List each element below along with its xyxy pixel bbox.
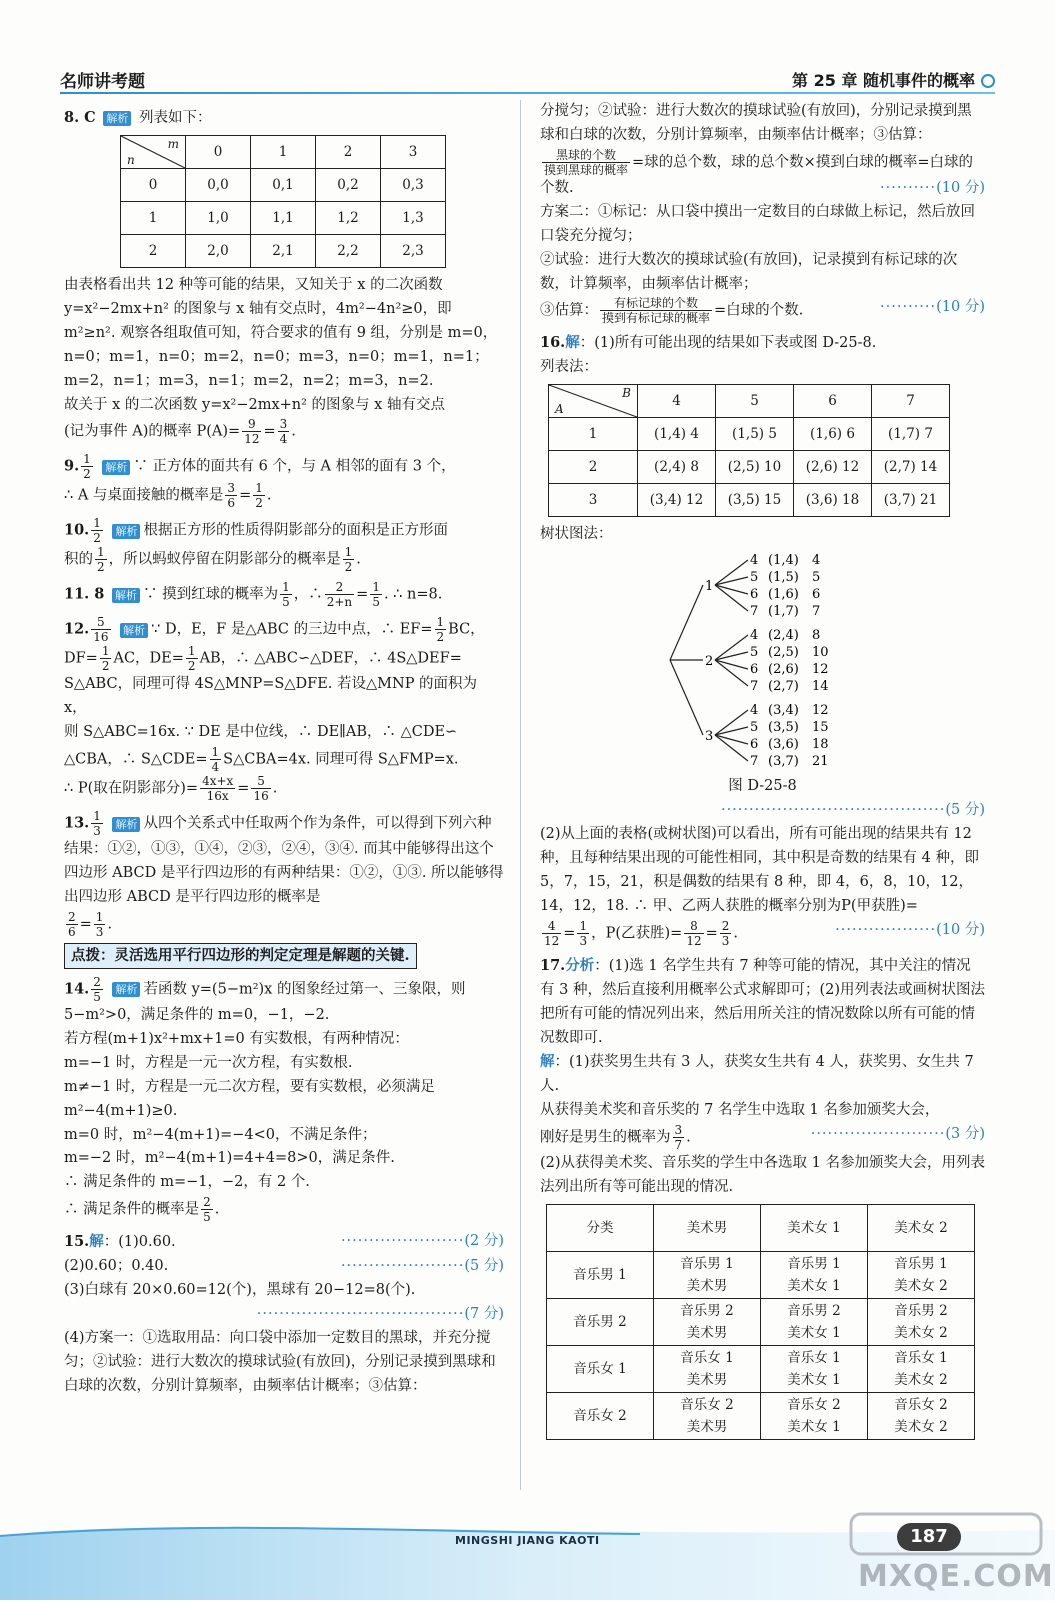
tree-product-label: 15 bbox=[812, 720, 829, 736]
q13-result: $\frac{2}{6}$ = $\frac{1}{3}$ . bbox=[68, 909, 113, 939]
question-15-continued bbox=[540, 100, 985, 325]
q17-row-header: 音乐女 2 bbox=[547, 1393, 654, 1440]
q17-number: 17. bbox=[540, 956, 566, 974]
q16-line-4: (2)从上面的表格(或树状图)可以看出，所有可能出现的结果共有 12 种，且每种结果出现的可能性相同，其中积是奇数的结果有 4 种，即 5，7，15，21，积是偶数的结果有 8 种，即 4，6，8，10，12，14，12，18. ∴ 甲、乙两人获胜的概率分别为P(甲获胜)= bbox=[540, 826, 979, 914]
fraction: $\frac{2}{6}$ bbox=[68, 909, 76, 939]
q17-line-b3: 刚好是男生的概率为 $\frac{3}{7}$ . ························(3 分) bbox=[540, 1123, 985, 1153]
q17-cell: 音乐女 2 美术女 2 bbox=[868, 1393, 975, 1440]
page-number: 187 bbox=[897, 1523, 961, 1551]
fraction: $\frac{2}{2+n}$ bbox=[326, 580, 353, 610]
tree-pair-label: (3,4) bbox=[768, 703, 799, 719]
q17-table bbox=[546, 1204, 975, 1440]
q15-estimate-2: ③估算： $\frac{\text{有标记球的个数}}{\text{摸到有标记球的概率}}$ =白球的个数. ··········(10 分) bbox=[540, 296, 985, 326]
question-9 bbox=[64, 452, 504, 510]
q15-line-2: (2)0.60；0.40. ······················(5 分) bbox=[64, 1255, 504, 1279]
q16-b-label: B bbox=[622, 386, 631, 401]
table-row bbox=[121, 234, 446, 267]
q8-cell: 2,0 bbox=[186, 234, 251, 267]
fraction: $\frac{1}{5}$ bbox=[372, 580, 380, 610]
q9-text-1: ∵ 正方体的面共有 6 个，与 A 相邻的面有 3 个， bbox=[133, 458, 456, 475]
fraction: $\frac{1}{2}$ bbox=[97, 545, 105, 575]
tree-leaf-label: 5 bbox=[750, 720, 759, 736]
tree-product-label: 18 bbox=[812, 737, 829, 753]
q8-cell: 1,2 bbox=[316, 201, 381, 234]
q16-solution-tag: 解 bbox=[565, 334, 580, 352]
q16-col-header: 4 bbox=[638, 385, 716, 418]
q17-cell: 音乐男 1 美术女 2 bbox=[868, 1252, 975, 1299]
fraction: $\frac{9}{12}$ bbox=[244, 417, 260, 447]
q13-answer: $\frac{1}{3}$ bbox=[93, 809, 101, 839]
tree-pair-label: (2,5) bbox=[768, 645, 799, 661]
q17-cell: 音乐女 1 美术女 1 bbox=[761, 1346, 868, 1393]
tree-branch bbox=[670, 660, 703, 735]
chapter-dot-icon bbox=[981, 74, 995, 88]
q8-cell: 0,1 bbox=[251, 168, 316, 201]
score: ··················(10 分) bbox=[835, 921, 985, 938]
q17-line-b2: 从获得美术奖和音乐奖的 7 名学生中选取 1 名参加颁奖大会， bbox=[540, 1102, 940, 1119]
fraction: $\frac{1}{2}$ bbox=[344, 545, 353, 575]
q16-table bbox=[548, 384, 950, 517]
q17-head: 美术女 2 bbox=[868, 1205, 975, 1252]
question-14: 14. $\frac{2}{5}$ 解析 若函数 y=(5−m²)x 的图象经过第一、三象限，则 5−m²>0，满足条件的 m=0，−1，−2. 若方程(m+1)x²+mx+1=0 有实数根，有两种情况： m=−1 时，方程是一元一次方程，有实数根. m≠−1 时，方程是一元二次方程，要有实数根，必须满足m²−4(m+1)≥0. m=0 时，m²−4(m+1)=−4<0，不满足条件； m=−2 时，m²−4(m+1)=4+4=8>0，满足条件. ∴ 满足条件的 m=−1，−2，有 2 个. ∴ 满足条件的概率是 $\frac{2}{5}$ . bbox=[64, 975, 504, 1224]
fraction: $\frac{1}{2}$ bbox=[101, 644, 110, 674]
right-column bbox=[540, 100, 985, 1446]
fraction: $\frac{1}{2}$ bbox=[255, 481, 263, 511]
q17-cell: 音乐男 1 美术女 1 bbox=[761, 1252, 868, 1299]
table-row bbox=[121, 201, 446, 234]
q17-solution-tag: 解 bbox=[540, 1053, 555, 1071]
score: ······················(2 分) bbox=[340, 1233, 504, 1250]
q14-number: 14. bbox=[64, 980, 90, 998]
q17-row-header: 音乐男 1 bbox=[547, 1252, 654, 1299]
question-17: 17.分析：(1)选 1 名学生共有 7 种等可能的情况，其中关注的情况有 3 种，然后直接利用概率公式求解即可；(2)用列表法或画树状图法把所有可能的情况列出来，然后用所关注的情况数除以所有可能的情况数即可. 解：(1)获奖男生共有 3 人，获奖女生共有 4 人，获奖男、女生共 7 人. 从获得美术奖和音乐奖的 7 名学生中选取 1 名参加颁奖大会， 刚好是男生的概率为 $\frac{3}{7}$ . ························(3 分) (2)从获得美术奖、音乐奖的学生中各选取 1 名参加颁奖大会，用列表法列出所有等可能出现的情况. 分类 美术男 美术女 1 美术女 2 音乐男 1 音乐男 1 美术男 音乐男 1 美术女 1 音乐男 1 美术女 2 音乐男 2 音乐男 2 美术男 音乐男 2 美术女 1 音乐男 2 美术女 2 音乐女 1 音乐女 1 美术男 音乐女 1 美术女 1 音乐女 1 美术女 2 音乐女 2 音乐女 2 美术男 音乐女 2 美术女 1 音乐女 2 美术女 2 bbox=[540, 954, 985, 1440]
q16-score-1 bbox=[540, 799, 985, 823]
tree-product-label: 21 bbox=[812, 754, 829, 770]
q16-cell: (3,4) 12 bbox=[638, 484, 716, 517]
q9-analysis-tag: 解析 bbox=[102, 460, 130, 475]
fraction: $\frac{1}{3}$ bbox=[95, 909, 104, 939]
tree-product-label: 5 bbox=[812, 570, 821, 586]
score: ······················(5 分) bbox=[340, 1258, 504, 1275]
q17-head: 美术男 bbox=[654, 1205, 761, 1252]
q8-number: 8. C bbox=[64, 109, 96, 126]
q14-answer: $\frac{2}{5}$ bbox=[93, 974, 101, 1004]
q16-cell: (1,5) 5 bbox=[716, 418, 794, 451]
q12-line-4: 则 S△ABC=16x. ∵ DE 是中位线，∴ DE∥AB，∴ △CDE∽ bbox=[64, 724, 458, 741]
q8-col-header: 3 bbox=[381, 135, 446, 168]
q16-cell: (3,7) 21 bbox=[872, 484, 950, 517]
table-row bbox=[547, 1346, 975, 1393]
q14-line-7: m=−2 时，m²−4(m+1)=4+4=8>0，满足条件. bbox=[64, 1150, 395, 1167]
q17-row-header: 音乐女 1 bbox=[547, 1346, 654, 1393]
fraction: $\frac{3}{6}$ bbox=[227, 481, 236, 511]
q14-line-4: m=−1 时，方程是一元一次方程，有实数根. bbox=[64, 1054, 353, 1071]
q12-line-3: S△ABC，同理可得 4S△MNP=S△DFE. 若设△MNP 的面积为 x， bbox=[64, 676, 478, 717]
fraction: $\frac{1}{2}$ bbox=[187, 644, 196, 674]
score: ·····································(7 分) bbox=[256, 1306, 504, 1323]
left-column bbox=[64, 100, 504, 1394]
q8-col-header: 0 bbox=[186, 135, 251, 168]
tree-leaf-label: 6 bbox=[750, 587, 759, 603]
score: ········································(5 分) bbox=[720, 802, 985, 819]
fraction: $\frac{3}{4}$ bbox=[279, 417, 288, 447]
q16-cell: (3,5) 15 bbox=[716, 484, 794, 517]
tree-leaf-label: 5 bbox=[750, 645, 759, 661]
tree-leaf-label: 4 bbox=[750, 628, 759, 644]
question-16: 16.解：(1)所有可能出现的结果如下表或图 D-25-8. 列表法： B A 4 5 6 7 1 (1,4) 4 (1,5) 5 (1,6) 6 (1,7) 7 2 (2,4) 8 (2,5) 10 (2,6) 12 (2,7) 14 3 (3,4) 12 (3,5) 15 (3,6) 18 (3,7) 21 树状图法： 1 4 (1,4) 4 5 (1,5) 5 6 (1,6) 6 7 (1,7) 7 2 4 (2,4) 8 5 (2,5) 10 6 (2,6) 12 7 (2,7) 14 3 4 (3,4) 12 5 (3,5) 15 6 (3,6) 18 7 (3,7) 21 图 D-25-8 ········································(5 分) (2)从上面的表格(或树状图)可以看出，所有可能出现的结果共有 12 种，且每种结果出现的可能性相同，其中积是奇数的结果有 4 种，即 5，7，15，21，积是偶数的结果有 8 种，即 4，6，8，10，12，14，12，18. ∴ 甲、乙两人获胜的概率分别为P(甲获胜)= $\frac{4}{12}$ = $\frac{1}{3}$ ，P(乙获胜)= $\frac{8}{12}$ = $\frac{2}{3}$ . ··················(10 分) bbox=[540, 334, 985, 948]
tree-branch bbox=[670, 585, 703, 660]
fraction: $\frac{2}{5}$ bbox=[203, 1195, 211, 1225]
q12-answer: $\frac{5}{16}$ bbox=[93, 615, 109, 645]
question-8 bbox=[64, 106, 504, 446]
q8-analysis-tag: 解析 bbox=[103, 111, 131, 126]
q16-number: 16. bbox=[540, 334, 566, 352]
q14-line-9: ∴ 满足条件的概率是 $\frac{2}{5}$ . bbox=[64, 1195, 220, 1225]
q17-head: 分类 bbox=[547, 1205, 654, 1252]
q17-analysis-label: 分析 bbox=[565, 956, 595, 974]
fraction: $\frac{3}{7}$ bbox=[674, 1123, 683, 1153]
q16-cell: (1,7) 7 bbox=[872, 418, 950, 451]
tree-root-label: 1 bbox=[705, 579, 714, 595]
q17-cell: 音乐女 2 美术男 bbox=[654, 1393, 761, 1440]
table-row bbox=[547, 1299, 975, 1346]
fraction: $\frac{8}{12}$ bbox=[686, 918, 702, 948]
q9-line-2: ∴ A 与桌面接触的概率是 $\frac{3}{6}$ = $\frac{1}{2}$ . bbox=[64, 481, 272, 511]
q11-number: 11. 8 bbox=[64, 585, 105, 603]
q10-text-1: 根据正方形的性质得阴影部分的面积是正方形面 bbox=[143, 522, 448, 539]
tree-pair-label: (3,7) bbox=[768, 754, 799, 770]
q8-n-label: n bbox=[127, 152, 135, 167]
table-row bbox=[549, 451, 950, 484]
watermark-text: MXQE.COM bbox=[858, 1559, 1054, 1594]
tree-product-label: 12 bbox=[812, 662, 829, 678]
chapter-title: 第 25 章 随机事件的概率 bbox=[792, 71, 975, 90]
fraction: $\frac{1}{2}$ bbox=[436, 615, 445, 645]
q8-paragraph-2: 故关于 x 的二次函数 y=x²−2mx+n² 的图象与 x 轴有交点 bbox=[64, 396, 445, 413]
q10-answer: $\frac{1}{2}$ bbox=[93, 516, 101, 546]
q13-tip-box: 点拨：灵活选用平行四边形的判定定理是解题的关键. bbox=[64, 943, 417, 969]
table-row bbox=[549, 484, 950, 517]
tree-pair-label: (1,5) bbox=[768, 570, 799, 586]
q16-line-5: $\frac{4}{12}$ = $\frac{1}{3}$ ，P(乙获胜)= $\frac{8}{12}$ = $\frac{2}{3}$ . ··················(10 分) bbox=[544, 918, 985, 948]
tip-text: 灵活选用平行四边形的判定定理是解题的关键. bbox=[114, 946, 410, 964]
q8-cell: 1,1 bbox=[251, 201, 316, 234]
question-15: 15.解：(1)0.60. ······················(2 分) (2)0.60；0.40. ······················(5 分) (3)白球有 20×0.60=12(个)，黑球有 20−12=8(个). ·····································(7 分) (4)方案一：①选取用品：向口袋中添加一定数目的黑球，并充分搅匀；②试验：进行大数次的摸球试验(有放回)，分别记录摸到黑球和白球的次数，分别计算频率，由频率估计概率；③估算： bbox=[64, 1230, 504, 1351]
page-header bbox=[60, 68, 995, 94]
q8-cell: 2,1 bbox=[251, 234, 316, 267]
q15-line-7: ②试验：进行大数次的摸球试验(有放回)，记录摸到有标记球的次数，计算频率，由频率估计概率； bbox=[540, 251, 958, 292]
q17-cell: 音乐女 2 美术女 1 bbox=[761, 1393, 868, 1440]
fraction: $\frac{\text{有标记球的个数}}{\text{摸到有标记球的概率}}$ bbox=[602, 296, 711, 326]
tree-pair-label: (2,7) bbox=[768, 679, 799, 695]
question-10 bbox=[64, 516, 504, 574]
q8-cell: 0,2 bbox=[316, 168, 381, 201]
q15-line-4: (4)方案一：①选取用品：向口袋中添加一定数目的黑球，并充分搅匀；②试验：进行大数次的摸球试验(有放回)，分别记录摸到黑球和白球的次数，分别计算频率，由频率估计概率；③估算： bbox=[64, 1329, 496, 1394]
q16-line-3: 树状图法： bbox=[540, 526, 613, 543]
q17-cell: 音乐男 2 美术女 2 bbox=[868, 1299, 975, 1346]
q13-number: 13. bbox=[64, 814, 90, 832]
q17-row-header: 音乐男 2 bbox=[547, 1299, 654, 1346]
fraction: $\frac{1}{3}$ bbox=[579, 918, 588, 948]
q8-cell: 1,3 bbox=[381, 201, 446, 234]
q8-cell: 1,0 bbox=[186, 201, 251, 234]
q8-paragraph-1: 由表格看出共 12 种等可能的结果，又知关于 x 的二次函数 y=x²−2mx+n² 的图象与 x 轴有交点时，4m²−4n²≥0，即 m²≥n². 观察各组取值可知，符合要求的值有 9 组，分别是 m=0，n=0；m=1，n=0；m=2，n=0；m=3，n=0；m=1，n=1；m=2，n=1；m=3，n=1；m=2，n=2；m=3，n=2. bbox=[64, 276, 498, 389]
table-row bbox=[549, 418, 950, 451]
tree-pair-label: (1,7) bbox=[768, 604, 799, 620]
q14-analysis-tag: 解析 bbox=[112, 982, 140, 997]
q14-line-8: ∴ 满足条件的 m=−1，−2，有 2 个. bbox=[64, 1174, 310, 1191]
tree-pair-label: (3,6) bbox=[768, 737, 799, 753]
q8-cell: 2,3 bbox=[381, 234, 446, 267]
q16-col-header: 5 bbox=[716, 385, 794, 418]
q15-line-3-score bbox=[64, 1303, 504, 1327]
q16-cell: (1,6) 6 bbox=[794, 418, 872, 451]
q16-col-header: 7 bbox=[872, 385, 950, 418]
q17-cell: 音乐男 1 美术男 bbox=[654, 1252, 761, 1299]
tree-pair-label: (3,5) bbox=[768, 720, 799, 736]
q8-table bbox=[120, 135, 446, 268]
q10-analysis-tag: 解析 bbox=[112, 524, 140, 539]
tree-product-label: 4 bbox=[812, 553, 821, 569]
tree-pair-label: (2,4) bbox=[768, 628, 799, 644]
q8-paragraph-3: (记为事件 A)的概率 P(A)= $\frac{9}{12}$ = $\frac{3}{4}$ . bbox=[64, 417, 296, 447]
q17-cell: 音乐女 1 美术女 2 bbox=[868, 1346, 975, 1393]
q8-row-header: 0 bbox=[121, 168, 186, 201]
tree-caption: 图 D-25-8 bbox=[728, 778, 797, 795]
q16-cell: (2,5) 10 bbox=[716, 451, 794, 484]
fraction: $\frac{1}{4}$ bbox=[211, 745, 220, 775]
tree-product-label: 8 bbox=[812, 628, 821, 644]
tree-product-label: 12 bbox=[812, 703, 829, 719]
q8-corner-cell bbox=[121, 135, 186, 168]
header-rule bbox=[60, 92, 995, 94]
tree-root-label: 2 bbox=[705, 654, 714, 670]
tree-product-label: 7 bbox=[812, 604, 821, 620]
q17-cell: 音乐男 2 美术男 bbox=[654, 1299, 761, 1346]
tree-leaf-label: 6 bbox=[750, 662, 759, 678]
q8-row-header: 2 bbox=[121, 234, 186, 267]
tree-product-label: 6 bbox=[812, 587, 821, 603]
table-row bbox=[547, 1252, 975, 1299]
score: ························(3 分) bbox=[810, 1126, 985, 1143]
table-header-row bbox=[547, 1205, 975, 1252]
tree-pair-label: (2,6) bbox=[768, 662, 799, 678]
q8-m-label: m bbox=[167, 136, 179, 151]
q17-cell: 音乐女 1 美术男 bbox=[654, 1346, 761, 1393]
fraction: $\frac{2}{3}$ bbox=[721, 918, 730, 948]
q16-line-2: 列表法： bbox=[540, 359, 598, 376]
fraction: $\frac{5}{16}$ bbox=[253, 774, 269, 804]
q8-col-header: 2 bbox=[316, 135, 381, 168]
q12-number: 12. bbox=[64, 620, 90, 638]
tree-leaf-label: 5 bbox=[750, 570, 759, 586]
q16-cell: (3,6) 18 bbox=[794, 484, 872, 517]
q12-line-2: DF= $\frac{1}{2}$ AC，DE= $\frac{1}{2}$ AB，∴ △ABC∽△DEF，∴ 4S△DEF= bbox=[64, 644, 462, 674]
q17-cell: 音乐男 2 美术女 1 bbox=[761, 1299, 868, 1346]
q9-number: 9. bbox=[64, 457, 80, 475]
q8-text: (记为事件 A)的概率 P(A)= bbox=[64, 423, 241, 440]
question-12: 12. $\frac{5}{16}$ 解析 ∵ D，E，F 是△ABC 的三边中点，∴ EF= $\frac{1}{2}$ BC， DF= $\frac{1}{2}$ AC，DE= $\frac{1}{2}$ AB，∴ △ABC∽△DEF，∴ 4S△DEF= S△ABC，同理可得 4S△MNP=S△DFE. 若设△MNP 的面积为 x， 则 S△ABC=16x. ∵ DE 是中位线，∴ DE∥AB，∴ △CDE∽ △CBA，∴ S△CDE= $\frac{1}{4}$ S△CBA=4x. 同理可得 S△FMP=x. ∴ P(取在阴影部分)= $\frac{4x+x}{16x}$ = $\frac{5}{16}$ . bbox=[64, 615, 504, 803]
q16-cell: (2,6) 12 bbox=[794, 451, 872, 484]
q15-number: 15. bbox=[64, 1233, 90, 1251]
tree-leaf-label: 7 bbox=[750, 604, 759, 620]
q16-row-header: 1 bbox=[549, 418, 638, 451]
tree-leaf-label: 7 bbox=[750, 679, 759, 695]
tree-root-label: 3 bbox=[705, 729, 714, 745]
q11-analysis-tag: 解析 bbox=[112, 588, 140, 603]
tree-leaf-label: 4 bbox=[750, 703, 759, 719]
q8-cell: 0,3 bbox=[381, 168, 446, 201]
tree-pair-label: (1,6) bbox=[768, 587, 799, 603]
q14-line-3: 若方程(m+1)x²+mx+1=0 有实数根，有两种情况： bbox=[64, 1030, 409, 1047]
q9-answer: $\frac{1}{2}$ bbox=[83, 452, 91, 482]
q12-line-5: △CBA，∴ S△CDE= $\frac{1}{4}$ S△CBA=4x. 同理可得 S△FMP=x. bbox=[64, 745, 459, 775]
tree-product-label: 14 bbox=[812, 679, 829, 695]
q8-intro: 列表如下： bbox=[138, 110, 212, 126]
table-row bbox=[121, 168, 446, 201]
q13-analysis-tag: 解析 bbox=[112, 817, 140, 832]
tree-leaf-label: 6 bbox=[750, 737, 759, 753]
tree-leaf-label: 4 bbox=[750, 553, 759, 569]
fraction: $\frac{1}{5}$ bbox=[282, 580, 290, 610]
q16-row-header: 3 bbox=[549, 484, 638, 517]
q15-estimate-1: $\frac{\text{黑球的个数}}{\text{摸到黑球的概率}}$ =球的总个数，球的总个数×摸到白球的概率=白球的个数. ··········(10 分) bbox=[540, 148, 985, 201]
tree-diagram bbox=[660, 555, 890, 775]
q16-cell: (2,4) 8 bbox=[638, 451, 716, 484]
q14-line-2: 5−m²>0，满足条件的 m=0，−1，−2. bbox=[64, 1006, 330, 1023]
question-13: 13. $\frac{1}{3}$ 解析 从四个关系式中任取两个作为条件，可以得到下列六种结果：①②，①③，①④，②③，②④，③④. 而其中能够得出这个四边形 ABCD 是平行四边形的有两种结果：①②，①③. 所以能够得出四边形 ABCD 是平行四边形的概率是 $\frac{2}{6}$ = $\frac{1}{3}$ . 点拨：灵活选用平行四边形的判定定理是解题的关键. bbox=[64, 809, 504, 969]
fraction: $\frac{4x+x}{16x}$ bbox=[202, 774, 234, 804]
fraction: $\frac{\text{黑球的个数}}{\text{摸到黑球的概率}}$ bbox=[544, 147, 629, 177]
q16-row-header: 2 bbox=[549, 451, 638, 484]
q8-cell: 2,2 bbox=[316, 234, 381, 267]
q15-line-3: (3)白球有 20×0.60=12(个)，黑球有 20−12=8(个). bbox=[64, 1282, 416, 1299]
q10-number: 10. bbox=[64, 521, 90, 539]
q10-line-2: 积的 $\frac{1}{2}$ ，所以蚂蚁停留在阴影部分的概率是 $\frac{1}{2}$ . bbox=[64, 545, 361, 575]
column-divider bbox=[520, 100, 521, 1490]
q17-line-b4: (2)从获得美术奖、音乐奖的学生中各选取 1 名参加颁奖大会，用列表法列出所有等可能出现的情况. bbox=[540, 1155, 985, 1196]
q14-line-5: m≠−1 时，方程是一元二次方程，要有实数根，必须满足m²−4(m+1)≥0. bbox=[64, 1078, 435, 1119]
table-row bbox=[547, 1393, 975, 1440]
score: ··········(10 分) bbox=[880, 179, 985, 196]
tip-label: 点拨 bbox=[71, 946, 100, 964]
q14-line-6: m=0 时，m²−4(m+1)=−4<0，不满足条件； bbox=[64, 1126, 377, 1143]
q15-solution-tag: 解 bbox=[89, 1233, 104, 1251]
q16-cell: (1,4) 4 bbox=[638, 418, 716, 451]
q17-head: 美术女 1 bbox=[761, 1205, 868, 1252]
tree-leaf-label: 7 bbox=[750, 754, 759, 770]
q8-col-header: 1 bbox=[251, 135, 316, 168]
score: ··········(10 分) bbox=[880, 299, 985, 316]
q16-corner-cell bbox=[549, 385, 638, 418]
question-11: 11. 8 解析 ∵ 摸到红球的概率为 $\frac{1}{5}$ ，∴ $\frac{2}{2+n}$ = $\frac{1}{5}$ . ∴ n=8. bbox=[64, 580, 443, 610]
footer-brand: MINGSHI JIANG KAOTI bbox=[455, 1534, 600, 1547]
q15-line-6: 方案二：①标记：从口袋中摸出一定数目的白球做上标记，然后放回口袋充分搅匀； bbox=[540, 203, 975, 244]
q12-analysis-tag: 解析 bbox=[120, 623, 148, 638]
q16-cell: (2,7) 14 bbox=[872, 451, 950, 484]
tree-pair-label: (1,4) bbox=[768, 553, 799, 569]
q12-line-6: ∴ P(取在阴影部分)= $\frac{4x+x}{16x}$ = $\frac{5}{16}$ . bbox=[64, 774, 278, 804]
q15-line-4-cont: 分搅匀；②试验：进行大数次的摸球试验(有放回)，分别记录摸到黑球和白球的次数，分别计算频率，由频率估计概率；③估算： bbox=[540, 103, 972, 143]
q16-a-label: A bbox=[555, 402, 564, 417]
q8-row-header: 1 bbox=[121, 201, 186, 234]
tree-product-label: 10 bbox=[812, 645, 829, 661]
book-title: 名师讲考题 bbox=[60, 72, 145, 92]
q16-col-header: 6 bbox=[794, 385, 872, 418]
q8-cell: 0,0 bbox=[186, 168, 251, 201]
fraction: $\frac{4}{12}$ bbox=[544, 918, 560, 948]
